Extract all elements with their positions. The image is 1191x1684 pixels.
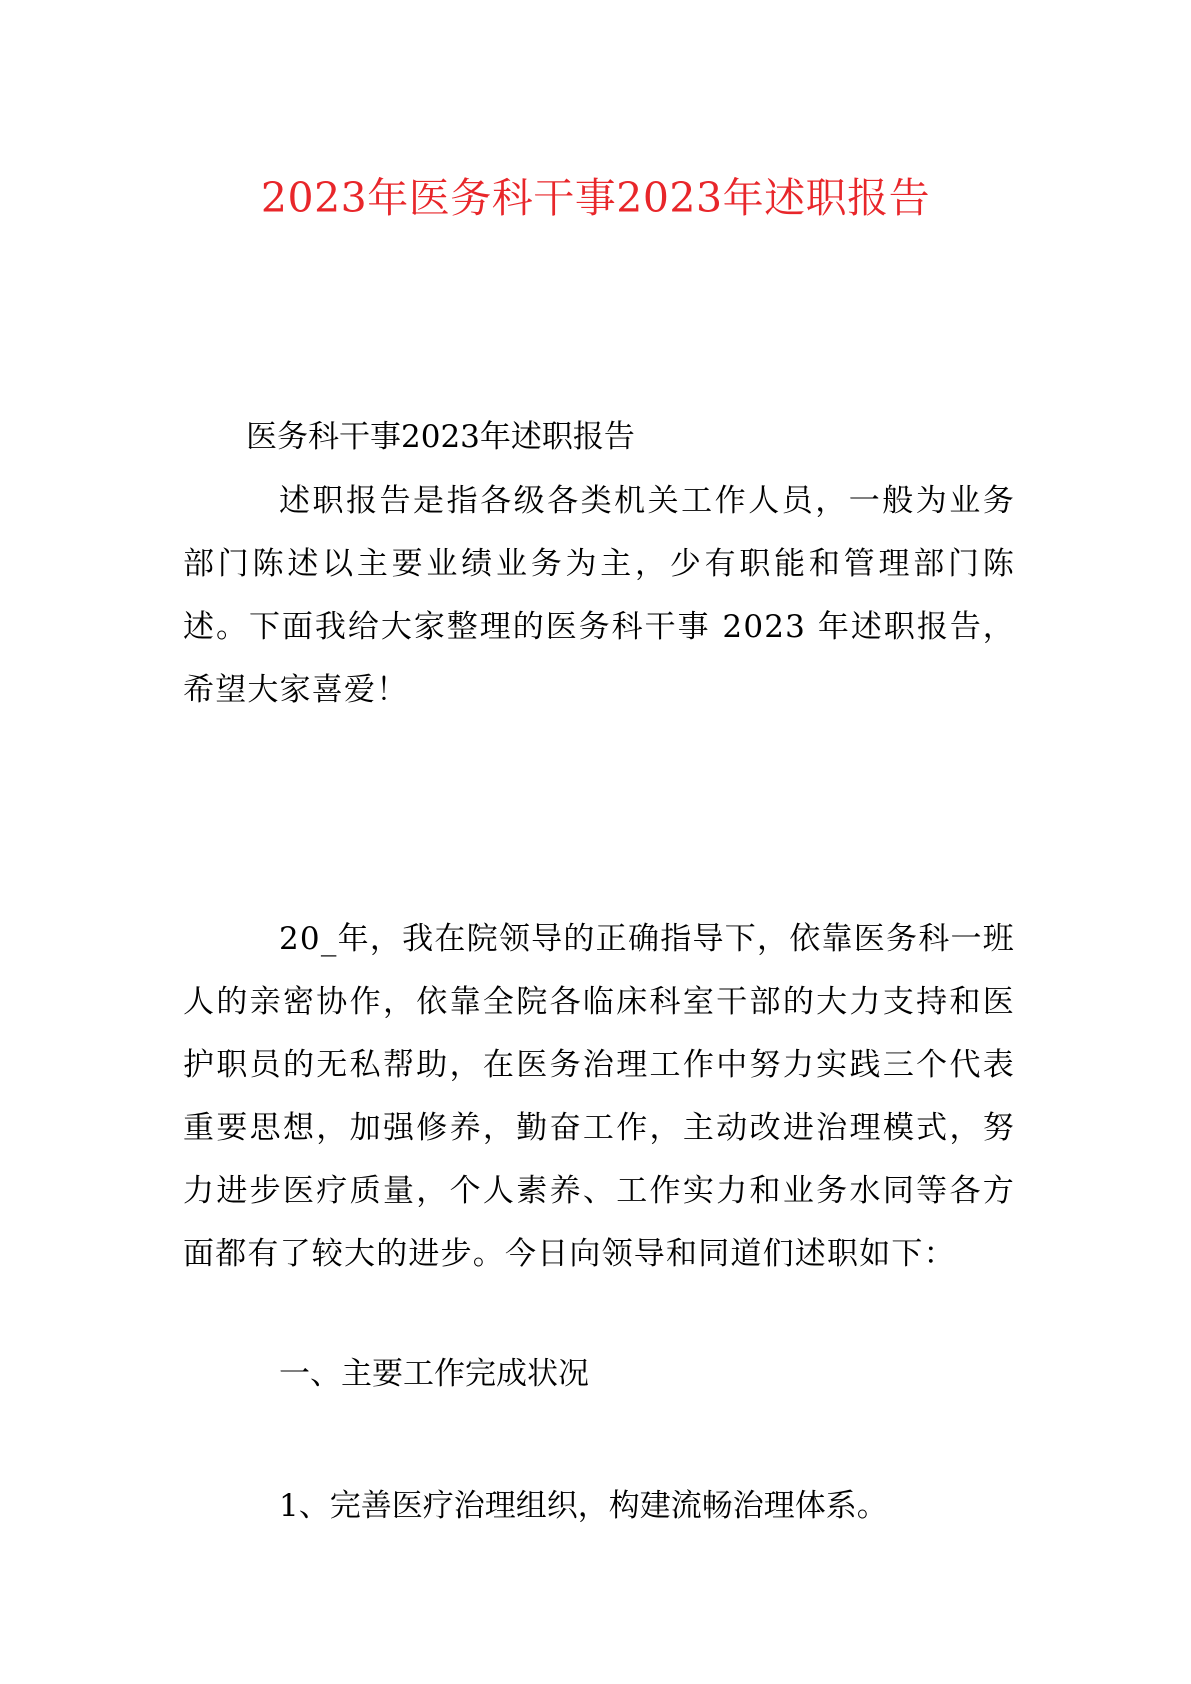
document-subtitle: 医务科干事2023年述职报告 [246, 419, 635, 455]
body-paragraph: 20_年，我在院领导的正确指导下，依靠医务科一班人的亲密协作，依靠全院各临床科室干部的大力支持和医护职员的无私帮助，在医务治理工作中努力实践三个代表重要思想，加强修养，勤奋工作，主动改进治理模式，努力进步医疗质量，个人素养、工作实力和业务水同等各方面都有了较大的进步。今日向领导和同道们述职如下： [183, 921, 1015, 1272]
section-heading: 一、主要工作完成状况 [279, 1356, 589, 1392]
intro-paragraph: 述职报告是指各级各类机关工作人员，一般为业务部门陈述以主要业绩业务为主，少有职能和管理部门陈述。下面我给大家整理的医务科干事 2023 年述职报告，希望大家喜爱！ [183, 483, 1015, 708]
list-item: 1、完善医疗治理组织，构建流畅治理体系。 [279, 1488, 888, 1524]
document-title: 2023年医务科干事2023年述职报告 [260, 174, 931, 222]
